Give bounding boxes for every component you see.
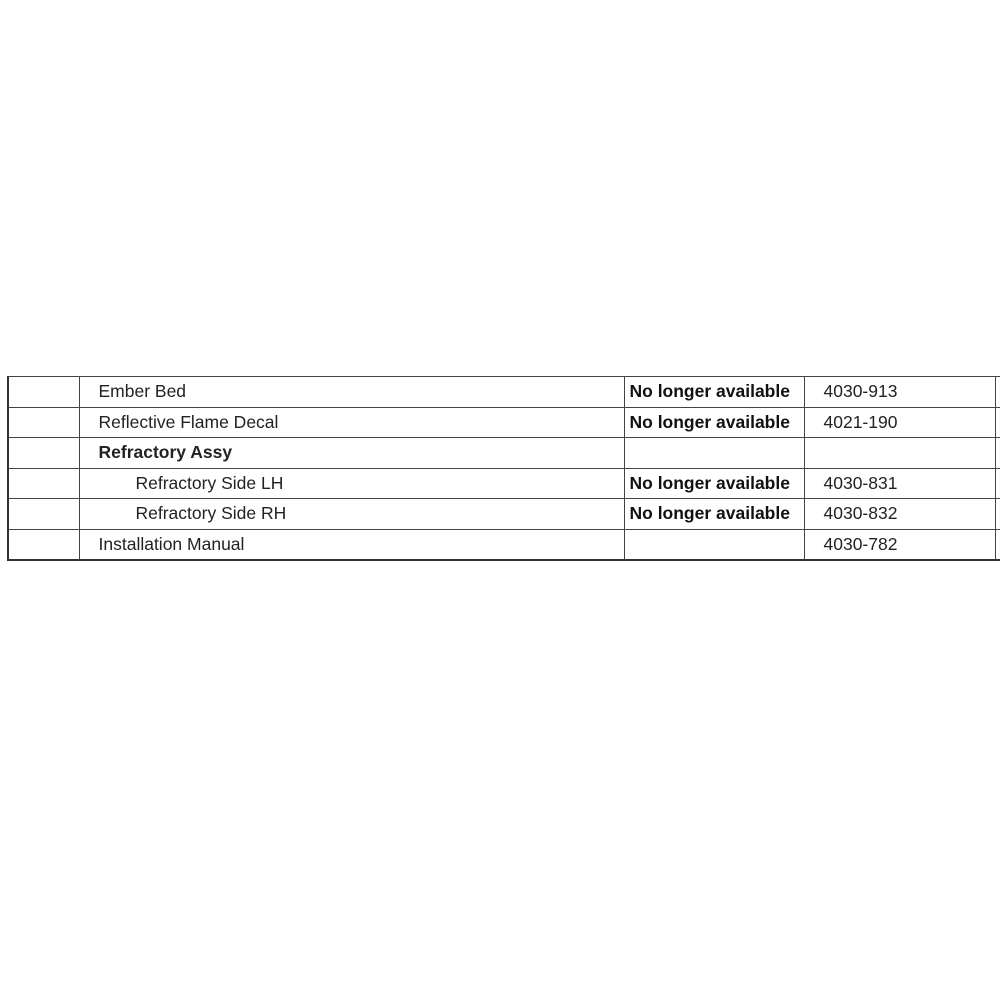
table-row	[8, 499, 1000, 530]
table-row	[8, 407, 1000, 438]
availability-cell	[624, 438, 804, 469]
extra-cell	[995, 529, 1000, 560]
table-row	[8, 468, 1000, 499]
extra-cell	[995, 468, 1000, 499]
table-row	[8, 438, 1000, 469]
part-number-cell: 4030-913	[804, 377, 995, 408]
description-cell: Refractory Side LH	[79, 468, 624, 499]
section-heading-cell: Refractory Assy	[79, 438, 624, 469]
extra-cell	[995, 377, 1000, 408]
part-number-cell: 4030-832	[804, 499, 995, 530]
description-cell: Installation Manual	[79, 529, 624, 560]
availability-cell: No longer available	[624, 499, 804, 530]
index-cell	[8, 529, 79, 560]
extra-cell	[995, 407, 1000, 438]
index-cell	[8, 407, 79, 438]
extra-cell	[995, 499, 1000, 530]
part-number-cell: 4030-831	[804, 468, 995, 499]
description-cell: Ember Bed	[79, 377, 624, 408]
description-cell: Reflective Flame Decal	[79, 407, 624, 438]
parts-table	[7, 376, 1000, 561]
part-number-cell: 4030-782	[804, 529, 995, 560]
part-number-cell	[804, 438, 995, 469]
description-cell: Refractory Side RH	[79, 499, 624, 530]
availability-cell	[624, 529, 804, 560]
extra-cell	[995, 438, 1000, 469]
availability-cell: No longer available	[624, 377, 804, 408]
index-cell	[8, 468, 79, 499]
table-row	[8, 529, 1000, 560]
availability-cell: No longer available	[624, 468, 804, 499]
index-cell	[8, 377, 79, 408]
index-cell	[8, 438, 79, 469]
index-cell	[8, 499, 79, 530]
table-row	[8, 377, 1000, 408]
part-number-cell: 4021-190	[804, 407, 995, 438]
availability-cell: No longer available	[624, 407, 804, 438]
